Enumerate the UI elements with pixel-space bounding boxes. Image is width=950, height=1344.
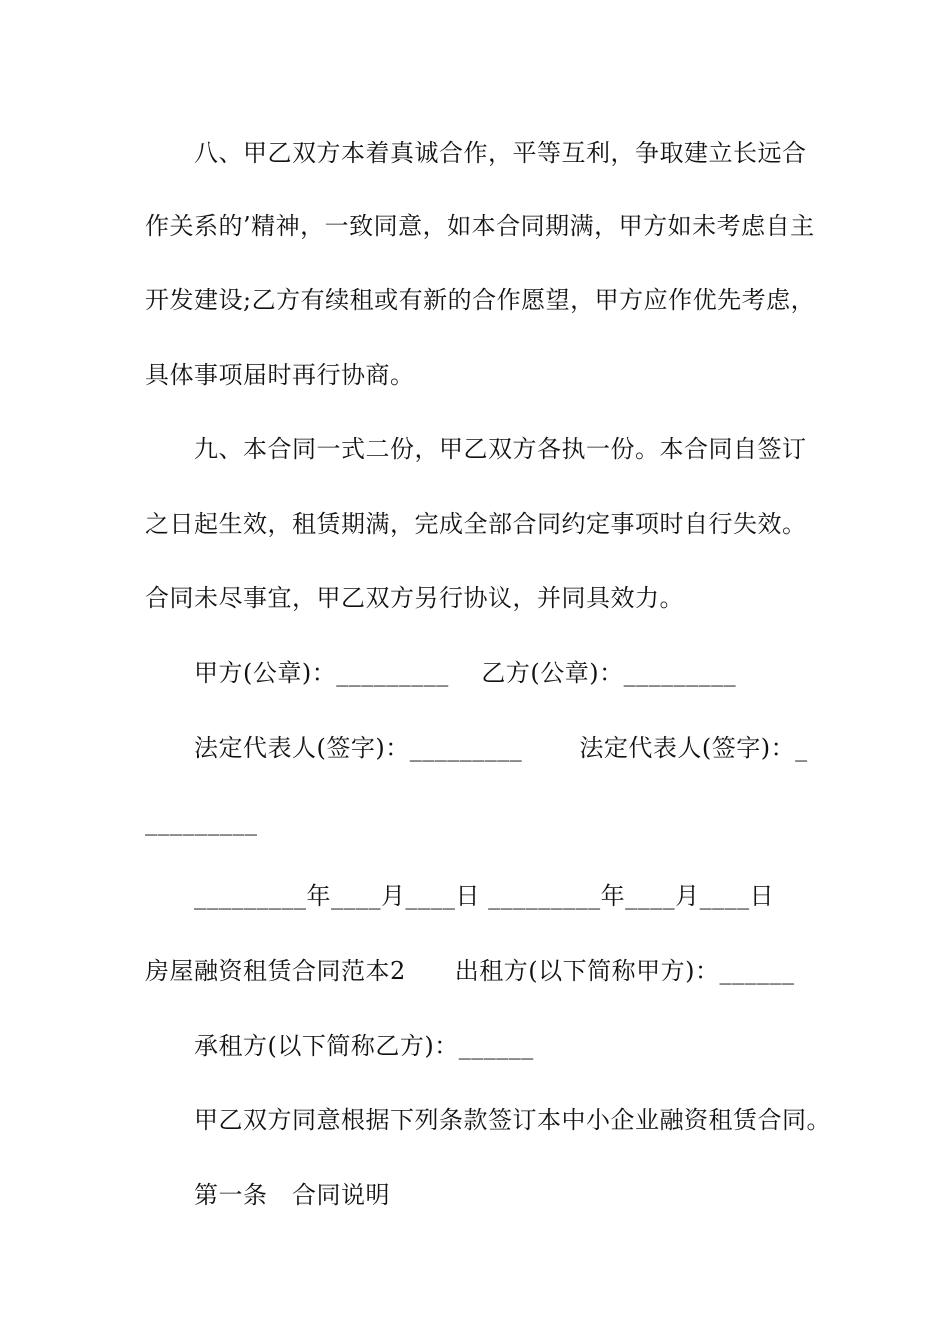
date-line: _________年____月____日 _________年____月____日 (145, 882, 775, 910)
legal-representative-line-continued: _________ (145, 808, 258, 836)
intro-line: 甲乙双方同意根据下列条款签订本中小企业融资租赁合同。 (145, 1106, 831, 1134)
article-1-title: 第一条 合同说明 (145, 1181, 390, 1209)
template-2-heading-line: 房屋融资租赁合同范本2 出租方(以下简称甲方)：______ (145, 957, 795, 985)
legal-representative-line: 法定代表人(签字)：_________ 法定代表人(签字)：_ (145, 734, 808, 762)
paragraph-8-line-4: 具体事项届时再行协商。 (145, 361, 415, 389)
paragraph-9-line-2: 之日起生效，租赁期满，完成全部合同约定事项时自行失效。 (145, 510, 807, 538)
seal-line: 甲方(公章)：_________ 乙方(公章)：_________ (145, 659, 737, 687)
paragraph-8-line-1: 八、甲乙双方本着真诚合作，平等互利，争取建立长远合 (145, 139, 807, 167)
paragraph-9-line-3: 合同未尽事宜，甲乙双方另行协议，并同具效力。 (145, 584, 684, 612)
paragraph-8-line-3: 开发建设;乙方有续租或有新的合作愿望，甲方应作优先考虑， (145, 286, 816, 314)
lessee-line: 承租方(以下简称乙方)：______ (145, 1032, 534, 1060)
paragraph-8-line-2: 作关系的’精神，一致同意，如本合同期满，甲方如未考虑自主 (145, 212, 815, 240)
paragraph-9-line-1: 九、本合同一式二份，甲乙双方各执一份。本合同自签订 (145, 435, 807, 463)
